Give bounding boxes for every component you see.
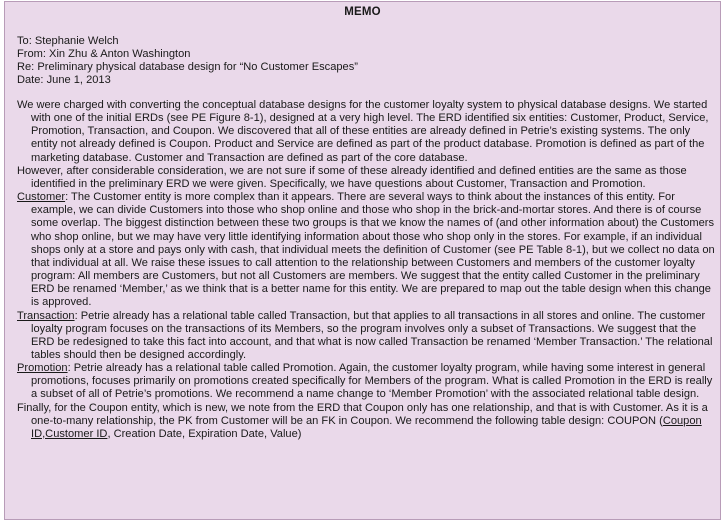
memo-header <box>17 35 358 88</box>
paragraph-concerns: However, after considerable consideration, we are not sure if some of these already identified and defined entities are the same as those identified in the preliminary ERD we were given. Specifically, we have questions about Customer, Transaction and Promotion. <box>17 164 687 190</box>
coupon-primary-key: Coupon ID,Customer ID <box>31 414 702 440</box>
memo-from: From: Xin Zhu & Anton Washington <box>17 48 191 61</box>
customer-text: : The Customer entity is more complex than it appears. There are several ways to think about the instances of this entity. For example, we can divide Customers into those who shop online and those who shop in the brick-and-mortar stores. And there is of course some overlap. The biggest distinction between these two groups is that we know the names of (and other information about) the Customers who shop online, but we may have very little identifying information about those who shop only in the stores. For example, if an individual shops only at a store and pays only with cash, that individual meets the definition of Customer (see PE Table 8-1), but we collect no data on that individual at all. We raise these issues to call attention to the relationship between Customers and members of the customer loyalty program: All members are Customers, but not all Customers are members. We suggest that the entity called Customer in the preliminary ERD be renamed ‘Member,’ as we think that is a better name for this entity. We are prepared to map out the table design when this change is approved. <box>31 191 715 309</box>
paragraph-intro: We were charged with converting the conceptual database designs for the customer loyalty system to physical database designs. We started with one of the initial ERDs (see PE Figure 8-1), designed at a very high level. The ERD identified six entities: Customer, Product, Service, Promotion, Transaction, and Coupon. We discovered that all of these entities are already defined in Petrie’s existing systems. The only entity not already defined is Coupon. Product and Service are defined as part of the product database. Promotion is defined as part of the marketing database. Customer and Transaction are defined as part of the core database. <box>17 99 709 164</box>
memo-body <box>17 99 715 441</box>
memo-re: Re: Preliminary physical database design for “No Customer Escapes” <box>17 61 358 74</box>
memo-document <box>4 1 721 520</box>
memo-to: To: Stephanie Welch <box>17 35 119 47</box>
memo-date: Date: June 1, 2013 <box>17 74 111 87</box>
transaction-text: : Petrie already has a relational table called Transaction, but that applies to all transactions in all stores and online. The customer loyalty program focuses on the transactions of its Members, so the program involves only a subset of Transactions. We suggest that the ERD be redesigned to take this fact into account, and that what is now called Transaction be renamed ‘Member Transaction.’ The relational tables should then be designed accordingly. <box>31 309 713 361</box>
coupon-attributes: , Creation Date, Expiration Date, Value) <box>107 427 302 440</box>
promotion-text: : Petrie already has a relational table called Promotion. Again, the customer loyalty program, while having some interest in general promotions, focuses primarily on promotions created specifically for Members of the program. What is called Promotion in the ERD is really a subset of all of Petrie’s promotions. We recommend a name change to ‘Member Promotion’ with the associated relational table design. <box>31 362 713 401</box>
memo-title: MEMO <box>344 6 381 18</box>
promotion-label: Promotion <box>17 362 68 375</box>
paragraph-promotion <box>17 362 715 401</box>
paragraph-customer <box>17 191 715 309</box>
paragraph-coupon <box>17 402 715 441</box>
customer-label: Customer <box>17 191 66 204</box>
coupon-text: Finally, for the Coupon entity, which is new, we note from the ERD that Coupon only has one relationship, and that is with Customer. As it is a one-to-many relationship, the PK from Customer will be an FK in Coupon. We recommend the following table design: COUPON ( <box>17 401 708 427</box>
transaction-label: Transaction <box>17 309 75 322</box>
paragraph-transaction <box>17 310 715 363</box>
